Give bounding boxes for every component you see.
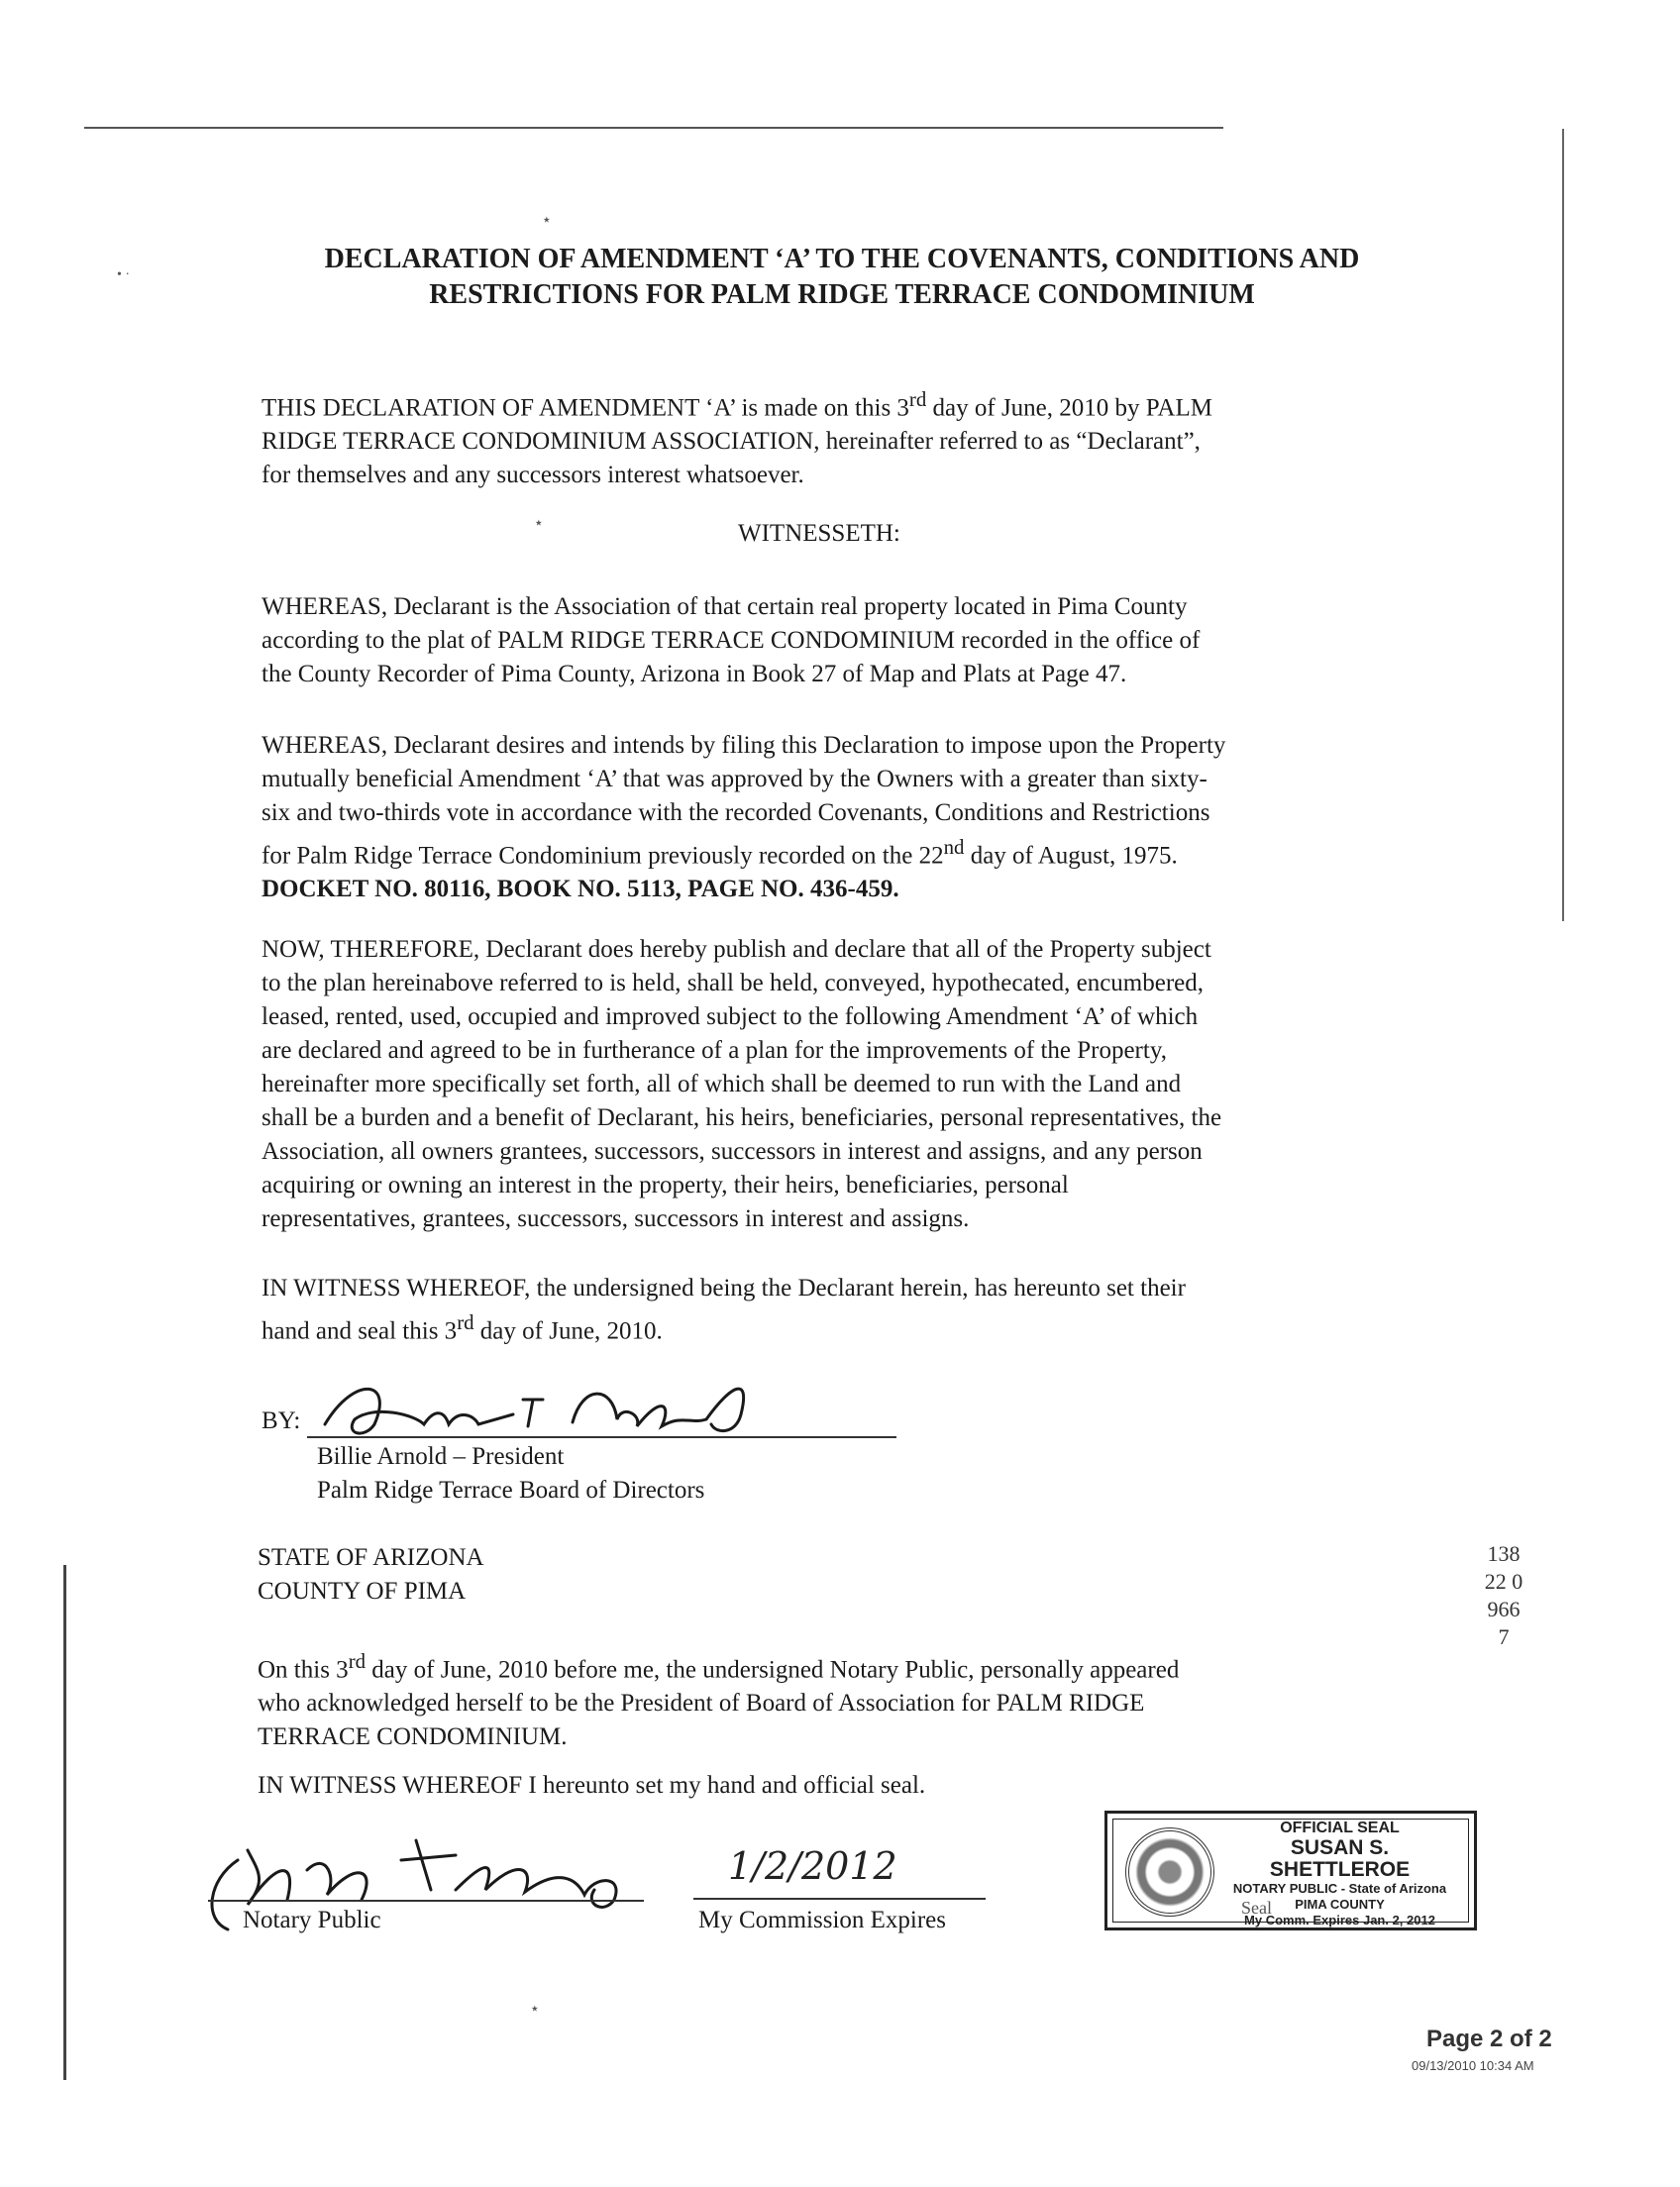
now-therefore-line: acquiring or owning an interest in the property, their heirs, beneficiaries, personal: [262, 1172, 1069, 1198]
now-therefore-line: Association, all owners grantees, successors, successors in interest and assigns, and any person: [262, 1138, 1203, 1165]
scan-speck: ٭: [535, 516, 543, 531]
scan-speck: ٭: [543, 213, 551, 228]
whereas1-line-2: according to the plat of PALM RIDGE TERRACE CONDOMINIUM recorded in the office of: [262, 627, 1201, 654]
stamp-notary-name: SUSAN S. SHETTLEROE: [1269, 1836, 1411, 1881]
scan-speck: • ·: [117, 267, 131, 282]
notary-public-label: Notary Public: [243, 1907, 381, 1933]
arizona-seal-icon: [1125, 1827, 1214, 1917]
witnesseth-heading: WITNESSETH:: [738, 520, 900, 547]
intro-line-3: for themselves and any successors interest whatsoever.: [262, 462, 804, 489]
now-therefore-line: representatives, grantees, successors, successors in interest and assigns.: [262, 1205, 970, 1232]
commission-expiry-date: 1/2/2012: [728, 1844, 897, 1888]
now-therefore-line: shall be a burden and a benefit of Declarant, his heirs, beneficiaries, personal representatives, the: [262, 1104, 1222, 1131]
now-therefore-line: hereinafter more specifically set forth, all of which shall be deemed to run with the Land and: [262, 1071, 1182, 1097]
right-edge-rule: [1562, 129, 1564, 921]
document-title: [178, 242, 1506, 313]
in-witness-text-b: day of June, 2010.: [473, 1317, 663, 1345]
stamp-expiry: My Comm. Expires Jan. 2, 2012: [1244, 1913, 1435, 1927]
now-therefore-line: NOW, THEREFORE, Declarant does hereby publish and declare that all of the Property subject: [262, 936, 1211, 963]
stamp-heading: OFFICIAL SEAL: [1280, 1820, 1400, 1836]
whereas2-line-1: WHEREAS, Declarant desires and intends by filing this Declaration to impose upon the Property: [262, 732, 1226, 759]
top-rule: [84, 127, 1223, 129]
commission-expires-label: My Commission Expires: [698, 1907, 947, 1933]
intro-text-a: THIS DECLARATION OF AMENDMENT ‘A’ is made on this 3: [262, 394, 909, 422]
now-therefore-line: to the plan hereinabove referred to is held, shall be held, conveyed, hypothecated, encumbered,: [262, 970, 1205, 996]
fax-timestamp: 09/13/2010 10:34 AM: [1412, 2058, 1534, 2073]
seal-label: Seal: [1241, 1898, 1272, 1918]
docket-reference: DOCKET NO. 80116, BOOK NO. 5113, PAGE NO. 436-459.: [262, 876, 899, 903]
title-line-1: DECLARATION OF AMENDMENT ‘A’ TO THE COVENANTS, CONDITIONS AND: [324, 244, 1360, 274]
signer-organization: Palm Ridge Terrace Board of Directors: [317, 1477, 705, 1504]
whereas2-line-2: mutually beneficial Amendment ‘A’ that was approved by the Owners with a greater than sixty-: [262, 766, 1208, 792]
intro-line-1: [262, 382, 1411, 425]
in-witness-paragraph: [262, 1272, 1411, 1348]
notary-paragraph: [258, 1644, 1397, 1754]
signer-name: Billie Arnold – President: [317, 1443, 565, 1470]
president-signature: [315, 1365, 790, 1449]
left-edge-rule: [63, 1565, 66, 2080]
in-witness-line-1: IN WITNESS WHEREOF, the undersigned being the Declarant herein, has hereunto set their: [262, 1275, 1186, 1302]
venue-county: COUNTY OF PIMA: [258, 1578, 467, 1605]
notary-text-b: day of June, 2010 before me, the undersigned Notary Public, personally appeared: [366, 1656, 1180, 1684]
intro-line-2: RIDGE TERRACE CONDOMINIUM ASSOCIATION, hereinafter referred to as “Declarant”,: [262, 428, 1201, 456]
whereas2-text-b: day of August, 1975.: [964, 842, 1178, 870]
expiry-line: [693, 1898, 986, 1900]
notary-line-2: who acknowledged herself to be the President of Board of Association for PALM RIDGE: [258, 1690, 1145, 1718]
venue-state: STATE OF ARIZONA: [258, 1544, 484, 1571]
official-seal-stamp: [1104, 1811, 1477, 1930]
scan-speck: ٭: [531, 2002, 539, 2017]
whereas-paragraph-2: [262, 729, 1411, 906]
intro-text-b: day of June, 2010 by PALM: [926, 394, 1212, 422]
now-therefore-paragraph: [262, 933, 1411, 1236]
stamp-notary-title: NOTARY PUBLIC - State of Arizona: [1232, 1881, 1447, 1896]
title-line-2: RESTRICTIONS FOR PALM RIDGE TERRACE CONDOMINIUM: [429, 279, 1255, 310]
whereas2-text-a: for Palm Ridge Terrace Condominium previously recorded on the 22: [262, 842, 944, 870]
whereas2-sup: nd: [943, 835, 965, 859]
stamp-county: PIMA COUNTY: [1295, 1897, 1385, 1912]
notary-sup: rd: [348, 1649, 367, 1673]
notary-text-a: On this 3: [258, 1656, 349, 1684]
intro-sup: rd: [908, 387, 927, 411]
now-therefore-line: leased, rented, used, occupied and improved subject to the following Amendment ‘A’ of which: [262, 1003, 1199, 1030]
whereas1-line-1: WHEREAS, Declarant is the Association of that certain real property located in Pima County: [262, 593, 1188, 620]
in-witness-text-a: hand and seal this 3: [262, 1317, 458, 1345]
notary-witness-statement: IN WITNESS WHEREOF I hereunto set my hand and official seal.: [258, 1772, 926, 1799]
page-number: Page 2 of 2: [1426, 2026, 1552, 2052]
in-witness-line-2: [262, 1305, 1411, 1348]
recording-number: 13822 09667: [1484, 1541, 1523, 1649]
whereas1-line-3: the County Recorder of Pima County, Arizona in Book 27 of Map and Plats at Page 47.: [262, 661, 1127, 687]
whereas2-line-3: six and two-thirds vote in accordance with the recorded Covenants, Conditions and Restrictions: [262, 799, 1210, 826]
in-witness-sup: rd: [457, 1310, 474, 1334]
whereas-paragraph-1: [262, 590, 1411, 691]
notary-signature-line: [208, 1900, 644, 1902]
intro-paragraph: [262, 382, 1411, 492]
notary-line-1: [258, 1644, 1397, 1687]
notary-line-3: TERRACE CONDOMINIUM.: [258, 1723, 568, 1751]
by-label: BY:: [262, 1407, 301, 1434]
whereas2-line-4: [262, 830, 1411, 873]
now-therefore-line: are declared and agreed to be in furtherance of a plan for the improvements of the Property,: [262, 1037, 1167, 1064]
